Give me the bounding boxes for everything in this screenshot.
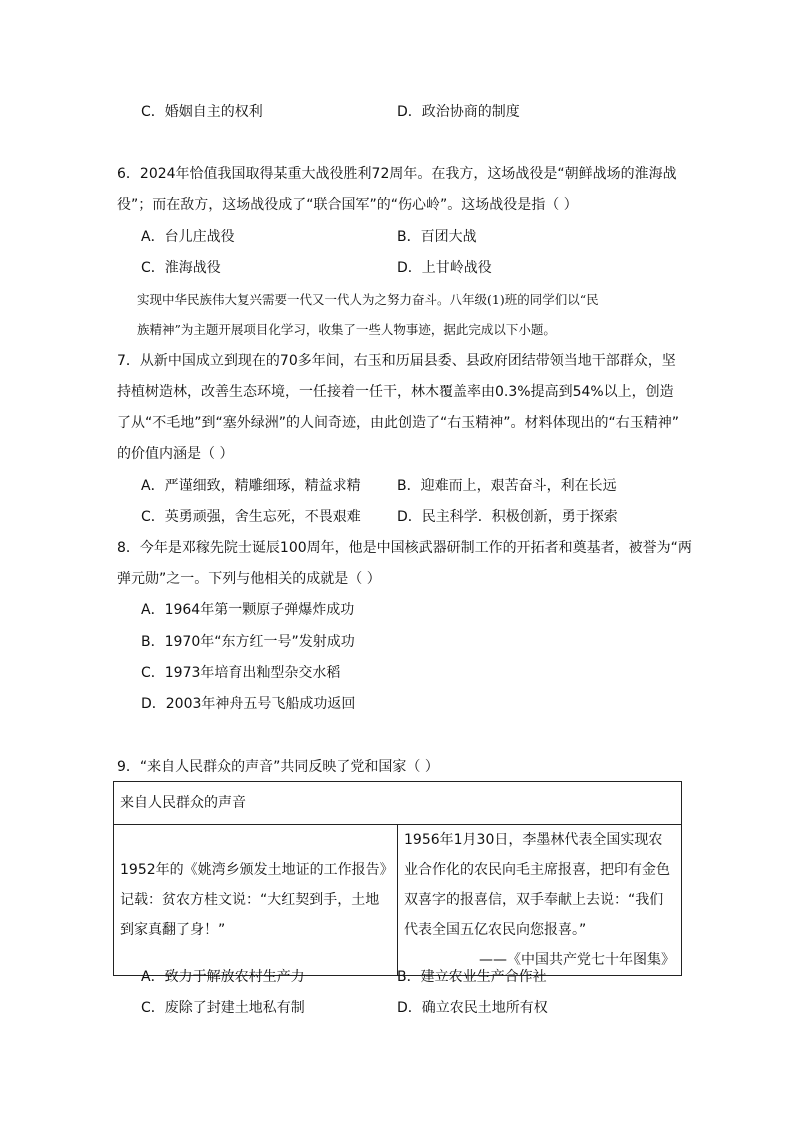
q5-option-c: C．婚姻自主的权利 xyxy=(141,104,263,120)
q7-option-d: D．民主科学．积极创新，勇于探索 xyxy=(397,509,618,525)
q9-right-quote: 1956年1月30日，李墨林代表全国实现农业合作化的农民向毛主席报喜，把印有金色双喜字的报喜信，双手奉献上去说：“我们代表全国五亿农民向您报喜。” xyxy=(404,832,670,938)
group-intro-line1: 实现中华民族伟大复兴需要一代又一代人为之努力奋斗。八年级(1)班的同学们以“民 xyxy=(137,292,599,307)
q8-stem-line1: 8．今年是邓稼先院士诞辰100周年，他是中国核武器研制工作的开拓者和奠基者，被誉为“两 xyxy=(117,540,692,556)
q9-option-b: B．建立农业生产合作社 xyxy=(397,969,547,985)
q8-option-d: D．2003年神舟五号飞船成功返回 xyxy=(141,696,356,712)
q7-stem-line4: 的价值内涵是（ ） xyxy=(117,446,234,462)
q5-option-d: D．政治协商的制度 xyxy=(397,104,520,120)
q9-left-quote: 1952年的《姚湾乡颁发土地证的工作报告》记载：贫农方桂文说：“大红契到手，土地到家真翻了身！” xyxy=(120,862,387,938)
q7-option-c: C．英勇顽强，舍生忘死，不畏艰难 xyxy=(141,509,361,525)
q8-option-c: C．1973年培育出籼型杂交水稻 xyxy=(141,665,341,681)
q8-stem-line2: 弹元勋”之一。下列与他相关的成就是（ ） xyxy=(117,571,381,587)
q8-option-a: A．1964年第一颗原子弹爆炸成功 xyxy=(141,602,355,618)
q7-stem-line1: 7．从新中国成立到现在的70多年间，右玉和历届县委、县政府团结带领当地干部群众，坚 xyxy=(117,353,676,369)
q6-stem-line2: 役”；而在敌方，这场战役成了“联合国军”的“伤心岭”。这场战役是指（ ） xyxy=(117,197,578,213)
q7-stem-line2: 持植树造林，改善生态环境，一任接着一任干，林木覆盖率由0.3%提高到54%以上，创造 xyxy=(117,384,674,400)
q9-table-header: 来自人民群众的声音 xyxy=(114,782,682,825)
q9-table-left-cell xyxy=(114,825,398,976)
q6-stem-line1: 6．2024年恰值我国取得某重大战役胜利72周年。在我方，这场战役是“朝鲜战场的淮海战 xyxy=(117,166,677,182)
q8-option-b: B．1970年“东方红一号”发射成功 xyxy=(141,634,355,650)
q7-stem-line3: 了从“不毛地”到“塞外绿洲”的人间奇迹，由此创造了“右玉精神”。材料体现出的“右玉精神” xyxy=(117,415,680,431)
q9-stem: 9．“来自人民群众的声音”共同反映了党和国家（ ） xyxy=(117,759,439,775)
q7-option-b: B．迎难而上，艰苦奋斗，利在长远 xyxy=(397,478,617,494)
q9-option-a: A．致力于解放农村生产力 xyxy=(141,969,305,985)
q9-option-c: C．废除了封建土地私有制 xyxy=(141,1000,305,1016)
q6-option-d: D．上甘岭战役 xyxy=(397,260,492,276)
q6-option-b: B．百团大战 xyxy=(397,229,477,245)
q9-source-table xyxy=(113,781,682,976)
q7-option-a: A．严谨细致，精雕细琢，精益求精 xyxy=(141,478,361,494)
q6-option-a: A．台儿庄战役 xyxy=(141,229,235,245)
q9-option-d: D．确立农民土地所有权 xyxy=(397,1000,548,1016)
q9-source-citation: ——《中国共产党七十年图集》 xyxy=(479,952,675,968)
q6-option-c: C．淮海战役 xyxy=(141,260,221,276)
q9-table-right-cell xyxy=(398,825,682,976)
group-intro-line2: 族精神”为主题开展项目化学习，收集了一些人物事迹，据此完成以下小题。 xyxy=(137,322,556,337)
